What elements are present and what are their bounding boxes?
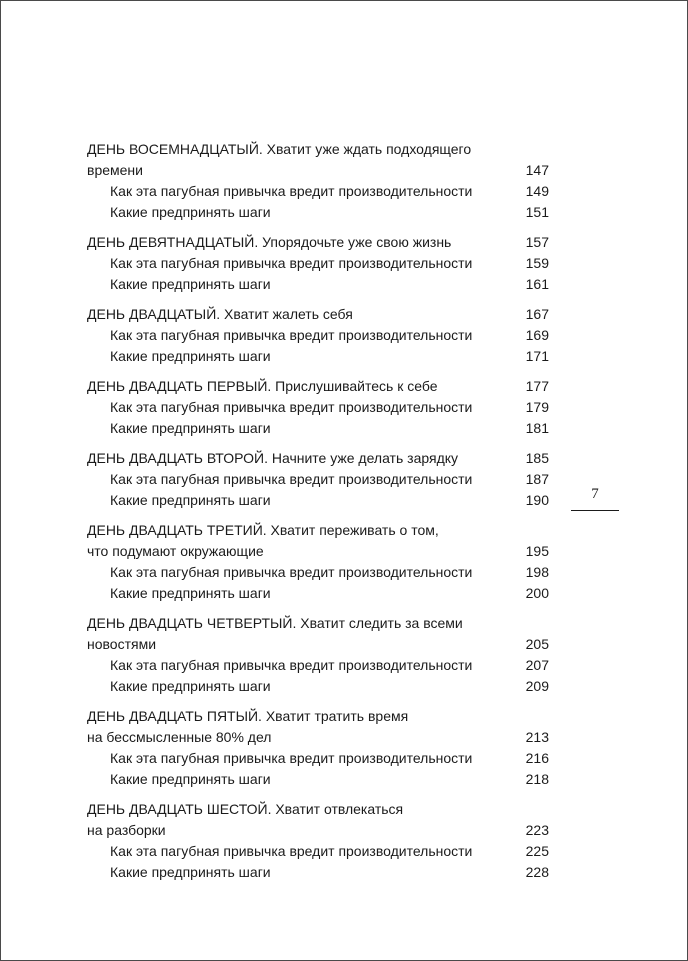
chapter-title-line-page-number: 223 — [525, 822, 549, 838]
chapter-title-line-text: что подумают окружающие — [87, 543, 264, 559]
toc-subentry — [87, 274, 549, 295]
toc-chapter — [87, 613, 549, 697]
chapter-title-line — [87, 820, 549, 841]
toc-subentry-page-number: 161 — [525, 276, 549, 292]
toc-subentry-text: Как эта пагубная привычка вредит производительности — [110, 399, 473, 415]
chapter-title-line-page-number: 185 — [525, 450, 549, 466]
toc-subentry-text: Какие предпринять шаги — [110, 276, 271, 292]
chapter-title-line-text: ДЕНЬ ДВАДЦАТЬ ВТОРОЙ. Начните уже делать зарядку — [87, 450, 459, 466]
chapter-title-line — [87, 448, 549, 469]
toc-subentry-page-number: 218 — [525, 771, 549, 787]
chapter-title-line-text: новостями — [87, 636, 157, 652]
toc-subentry-page-number: 159 — [525, 255, 549, 271]
toc-chapter — [87, 799, 549, 883]
toc-chapter — [87, 304, 549, 367]
toc-subentry-text: Какие предпринять шаги — [110, 585, 271, 601]
toc-subentry — [87, 655, 549, 676]
toc-subentry — [87, 346, 549, 367]
toc-subentry-page-number: 207 — [525, 657, 549, 673]
page-number-rule — [571, 510, 619, 511]
toc-subentry-page-number: 181 — [525, 420, 549, 436]
toc-subentry-page-number: 200 — [525, 585, 549, 601]
toc-subentry-text: Как эта пагубная привычка вредит производительности — [110, 564, 473, 580]
toc-subentry-page-number: 225 — [525, 843, 549, 859]
toc-subentry-page-number: 216 — [525, 750, 549, 766]
chapter-title-line-text: ДЕНЬ ДВАДЦАТЬ ТРЕТИЙ. Хватит переживать о том, — [87, 522, 439, 538]
toc-subentry-text: Как эта пагубная привычка вредит производительности — [110, 750, 473, 766]
toc-subentry — [87, 325, 549, 346]
toc-subentry — [87, 490, 549, 511]
chapter-title-line — [87, 520, 549, 541]
toc-chapter — [87, 448, 549, 511]
chapter-title-line-text: ДЕНЬ ДВАДЦАТЬ ЧЕТВЕРТЫЙ. Хватит следить за всеми — [87, 615, 463, 631]
toc-chapter — [87, 376, 549, 439]
chapter-title-line-text: ДЕНЬ ДВАДЦАТЬ ПЕРВЫЙ. Прислушивайтесь к себе — [87, 378, 438, 394]
toc-subentry-text: Как эта пагубная привычка вредит производительности — [110, 657, 473, 673]
chapter-title-line-page-number: 195 — [525, 543, 549, 559]
chapter-title-line-page-number: 205 — [525, 636, 549, 652]
chapter-title-line-text: ДЕНЬ ВОСЕМНАДЦАТЫЙ. Хватит уже ждать подходящего — [87, 141, 472, 157]
toc-subentry-text: Как эта пагубная привычка вредит производительности — [110, 255, 473, 271]
chapter-title-line — [87, 634, 549, 655]
chapter-title-line — [87, 139, 549, 160]
toc-subentry-text: Как эта пагубная привычка вредит производительности — [110, 327, 473, 343]
chapter-title-line-text: ДЕНЬ ДЕВЯТНАДЦАТЫЙ. Упорядочьте уже свою жизнь — [87, 234, 452, 250]
page-number: 7 — [591, 486, 599, 502]
toc-subentry — [87, 583, 549, 604]
toc-subentry — [87, 397, 549, 418]
table-of-contents — [87, 139, 549, 892]
chapter-title-line — [87, 799, 549, 820]
chapter-title-line-text: ДЕНЬ ДВАДЦАТЫЙ. Хватит жалеть себя — [87, 306, 353, 322]
toc-subentry — [87, 562, 549, 583]
toc-subentry-page-number: 209 — [525, 678, 549, 694]
toc-subentry — [87, 469, 549, 490]
chapter-title-line-text: на бессмысленные 80% дел — [87, 729, 272, 745]
toc-subentry — [87, 862, 549, 883]
toc-subentry-text: Какие предпринять шаги — [110, 771, 271, 787]
toc-chapter — [87, 139, 549, 223]
toc-subentry — [87, 676, 549, 697]
chapter-title-line-page-number: 177 — [525, 378, 549, 394]
toc-subentry — [87, 769, 549, 790]
toc-subentry — [87, 253, 549, 274]
chapter-title-line — [87, 304, 549, 325]
chapter-title-line — [87, 160, 549, 181]
toc-subentry-text: Какие предпринять шаги — [110, 420, 271, 436]
chapter-title-line-page-number: 147 — [525, 162, 549, 178]
toc-subentry-page-number: 228 — [525, 864, 549, 880]
toc-subentry — [87, 418, 549, 439]
toc-subentry-text: Как эта пагубная привычка вредит производительности — [110, 843, 473, 859]
chapter-title-line-page-number: 167 — [525, 306, 549, 322]
chapter-title-line-text: на разборки — [87, 822, 166, 838]
toc-subentry-page-number: 190 — [525, 492, 549, 508]
chapter-title-line-text: ДЕНЬ ДВАДЦАТЬ ШЕСТОЙ. Хватит отвлекаться — [87, 801, 404, 817]
chapter-title-line — [87, 613, 549, 634]
toc-chapter — [87, 706, 549, 790]
toc-subentry — [87, 181, 549, 202]
chapter-title-line — [87, 541, 549, 562]
chapter-title-line-text: времени — [87, 162, 143, 178]
chapter-title-line — [87, 376, 549, 397]
toc-subentry-page-number: 187 — [525, 471, 549, 487]
toc-subentry-page-number: 198 — [525, 564, 549, 580]
toc-subentry-page-number: 149 — [525, 183, 549, 199]
toc-subentry — [87, 202, 549, 223]
toc-subentry-text: Какие предпринять шаги — [110, 204, 271, 220]
chapter-title-line — [87, 232, 549, 253]
toc-subentry-text: Какие предпринять шаги — [110, 864, 271, 880]
toc-subentry-page-number: 171 — [525, 348, 549, 364]
toc-subentry-page-number: 179 — [525, 399, 549, 415]
toc-subentry-page-number: 151 — [525, 204, 549, 220]
toc-subentry-text: Какие предпринять шаги — [110, 348, 271, 364]
toc-subentry-text: Какие предпринять шаги — [110, 678, 271, 694]
toc-subentry-text: Как эта пагубная привычка вредит производительности — [110, 471, 473, 487]
toc-subentry — [87, 748, 549, 769]
chapter-title-line — [87, 706, 549, 727]
toc-subentry-text: Какие предпринять шаги — [110, 492, 271, 508]
toc-subentry — [87, 841, 549, 862]
chapter-title-line — [87, 727, 549, 748]
toc-subentry-page-number: 169 — [525, 327, 549, 343]
toc-chapter — [87, 232, 549, 295]
chapter-title-line-text: ДЕНЬ ДВАДЦАТЬ ПЯТЫЙ. Хватит тратить время — [87, 708, 409, 724]
chapter-title-line-page-number: 213 — [525, 729, 549, 745]
toc-subentry-text: Как эта пагубная привычка вредит производительности — [110, 183, 473, 199]
chapter-title-line-page-number: 157 — [525, 234, 549, 250]
toc-chapter — [87, 520, 549, 604]
